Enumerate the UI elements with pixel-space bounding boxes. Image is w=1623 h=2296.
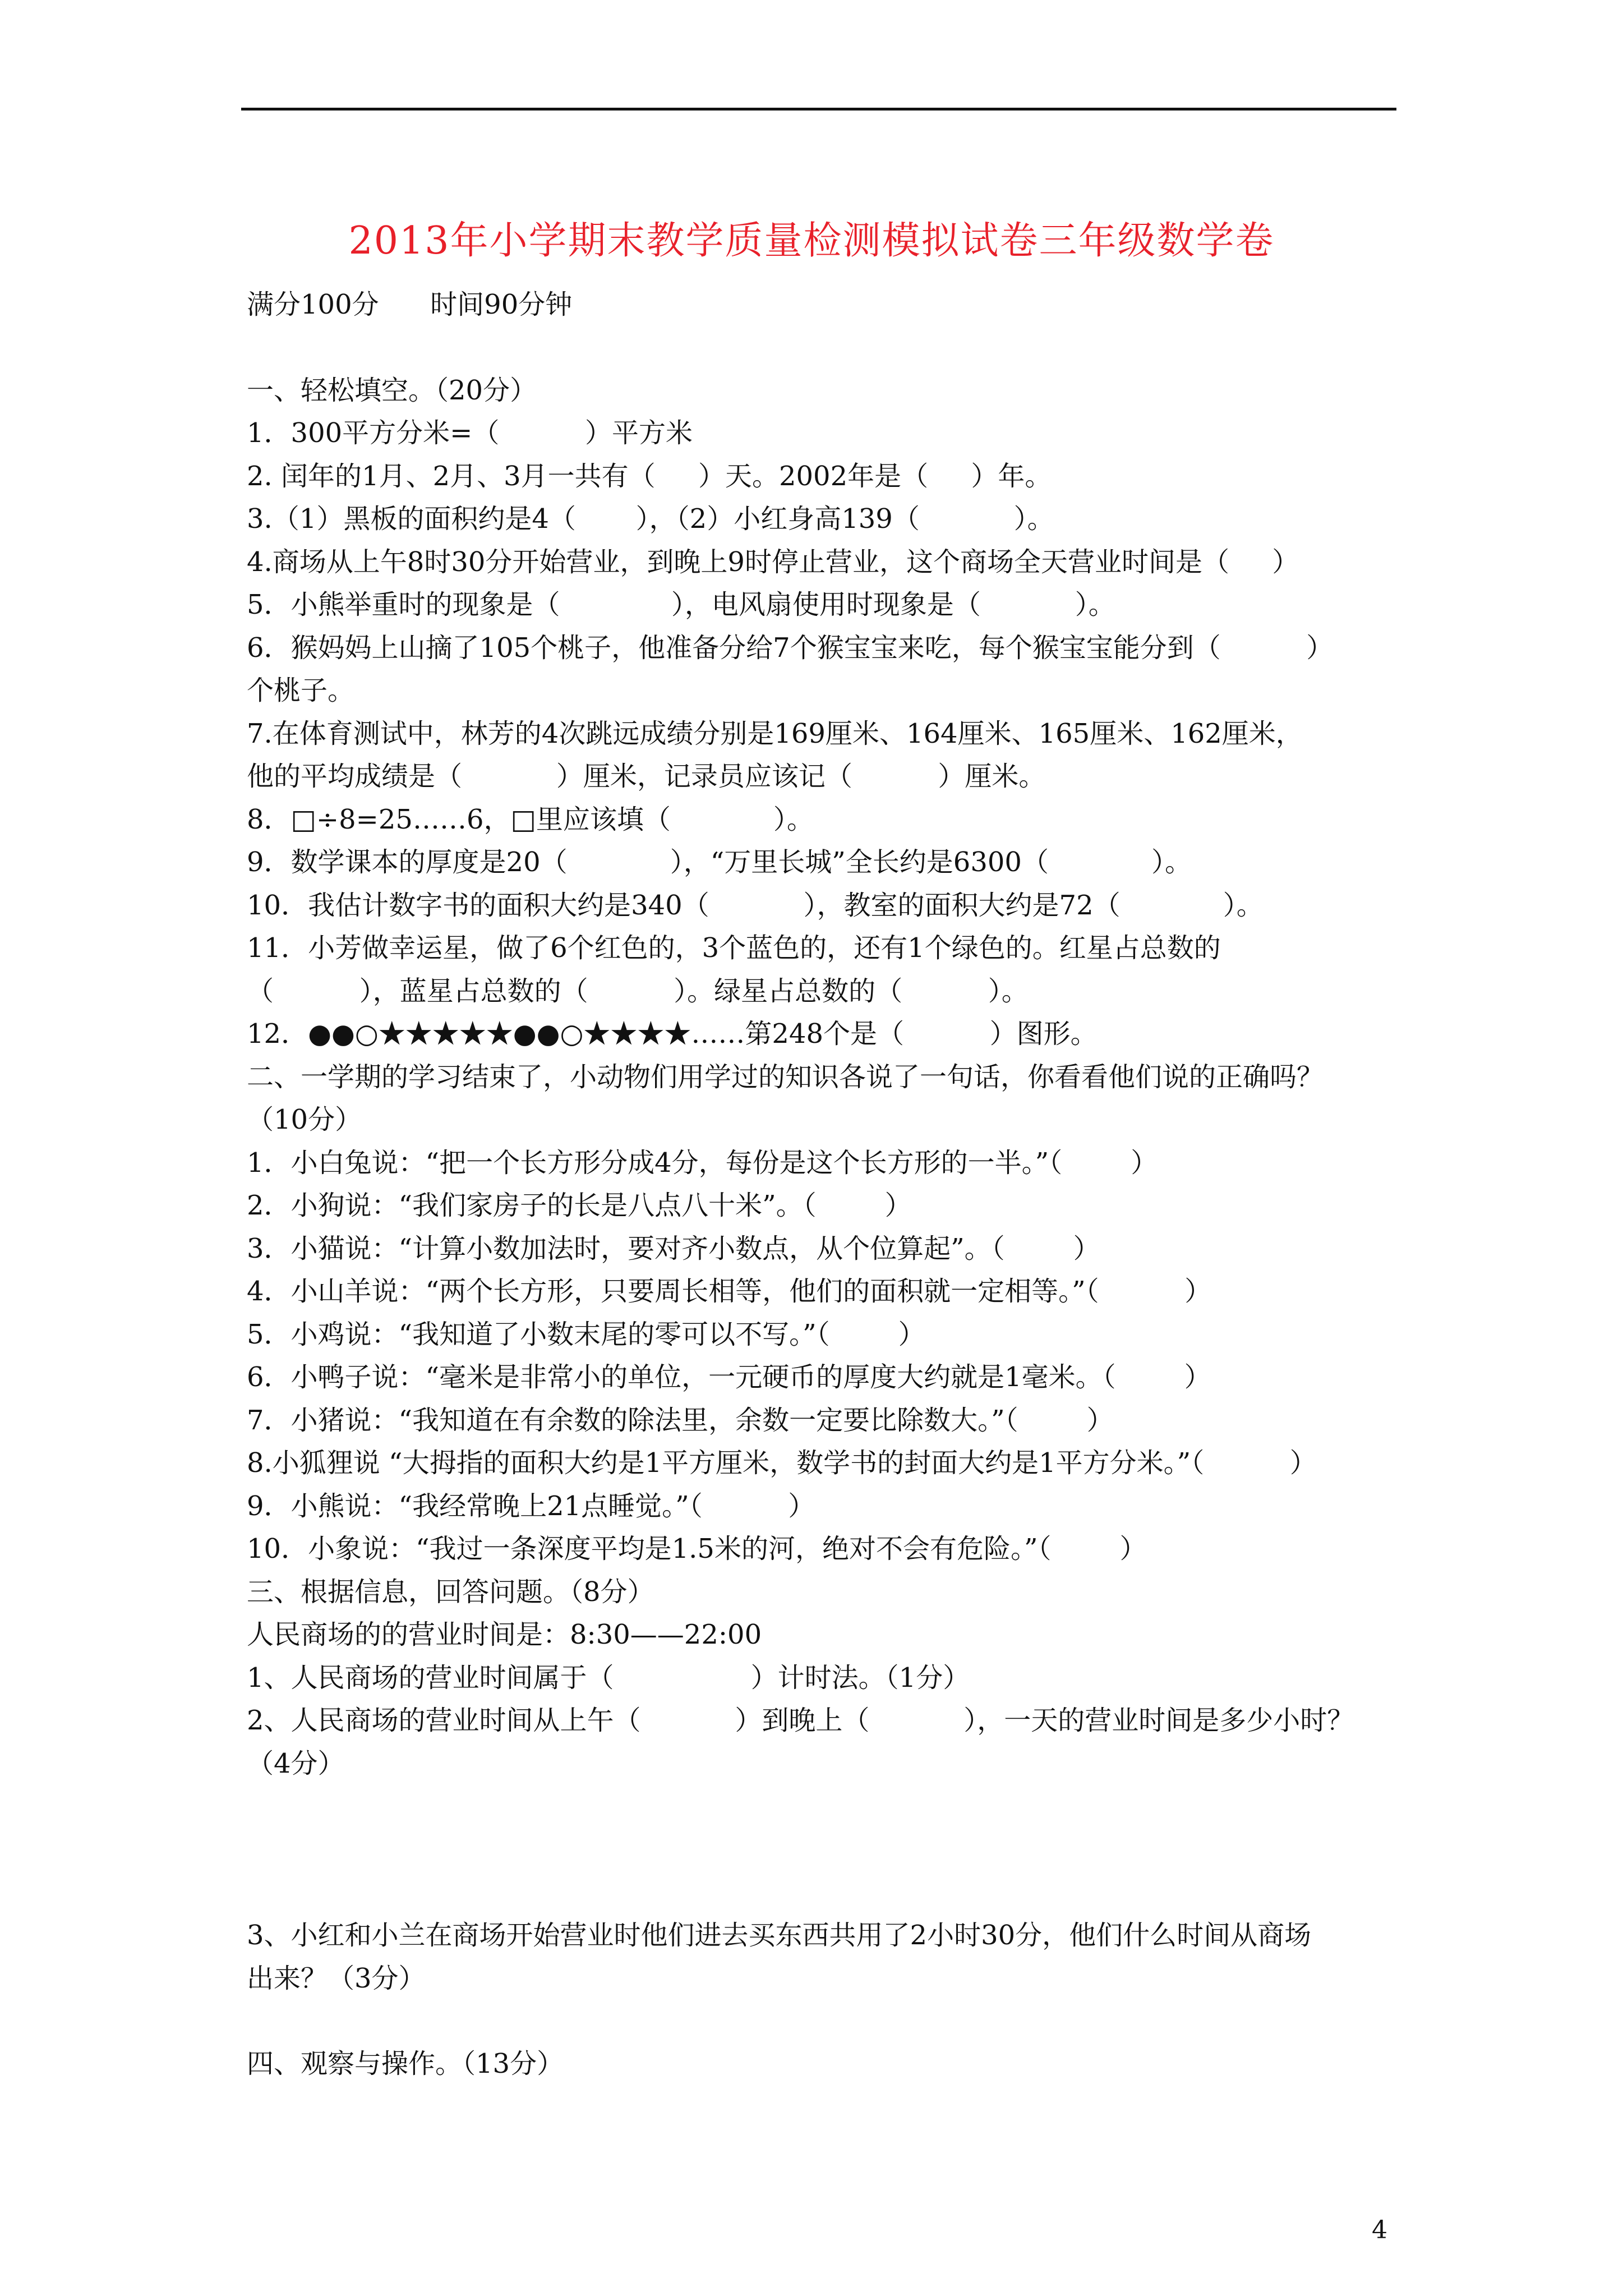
exam-title: 2013年小学期末教学质量检测模拟试卷三年级数学卷 bbox=[348, 219, 1275, 263]
answer-space bbox=[247, 1785, 1396, 1914]
info-line: 人民商场的的营业时间是：8:30——22:00 bbox=[247, 1619, 762, 1650]
question-line: 2、人民商场的营业时间从上午（ ）到晚上（ ），一天的营业时间是多少小时？ bbox=[247, 1705, 1354, 1736]
spacer bbox=[247, 326, 1396, 369]
question-line: 3．小猫说：“计算小数加法时，要对齐小数点，从个位算起”。（ ） bbox=[247, 1232, 1100, 1264]
section-3-heading: 三、根据信息，回答问题。（8分） bbox=[247, 1576, 654, 1608]
section-2-heading-cont: （10分） bbox=[247, 1104, 362, 1135]
question-line: 7.在体育测试中，林芳的4次跳远成绩分别是169厘米、164厘米、165厘米、162厘米， bbox=[247, 717, 1303, 749]
question-line: 他的平均成绩是（ ）厘米，记录员应该记（ ）厘米。 bbox=[247, 761, 1046, 792]
header-rule bbox=[241, 108, 1396, 111]
question-line: 出来？（3分） bbox=[247, 1962, 426, 1994]
exam-body bbox=[247, 283, 1396, 2086]
question-line: 12．●●○★★★★★●●○★★★★……第248个是（ ）图形。 bbox=[247, 1018, 1098, 1050]
question-line: 2．小狗说：“我们家房子的长是八点八十米”。（ ） bbox=[247, 1190, 912, 1221]
question-line: 5．小鸡说：“我知道了小数末尾的零可以不写。”（ ） bbox=[247, 1318, 925, 1350]
question-line: 10．我估计数字书的面积大约是340（ ），教室的面积大约是72（ ）。 bbox=[247, 889, 1264, 921]
question-line: 1．300平方分米=（ ）平方米 bbox=[247, 417, 693, 449]
question-line: 8.小狐狸说 “大拇指的面积大约是1平方厘米，数学书的封面大约是1平方分米。”（ ） bbox=[247, 1447, 1317, 1479]
section-4-heading: 四、观察与操作。（13分） bbox=[247, 2048, 564, 2079]
section-2-heading: 二、一学期的学习结束了，小动物们用学过的知识各说了一句话，你看看他们说的正确吗？ bbox=[247, 1061, 1324, 1093]
question-line: 7．小猪说：“我知道在有余数的除法里，余数一定要比除数大。”（ ） bbox=[247, 1404, 1114, 1436]
question-line: 1、人民商场的营业时间属于（ ）计时法。（1分） bbox=[247, 1662, 970, 1694]
question-line: 9．数学课本的厚度是20（ ），“万里长城”全长约是6300（ ）。 bbox=[247, 846, 1192, 878]
question-line: （4分） bbox=[247, 1747, 345, 1779]
question-line: 3.（1）黑板的面积约是4（ ），（2）小红身高139（ ）。 bbox=[247, 503, 1054, 535]
question-line: 6．小鸭子说：“毫米是非常小的单位，一元硬币的厚度大约就是1毫米。（ ） bbox=[247, 1361, 1211, 1393]
score-time-line: 满分100分 时间90分钟 bbox=[247, 289, 573, 320]
question-line: 3、小红和小兰在商场开始营业时他们进去买东西共用了2小时30分，他们什么时间从商场 bbox=[247, 1920, 1312, 1951]
question-line: 2. 闰年的1月、2月、3月一共有（ ）天。2002年是（ ）年。 bbox=[247, 460, 1052, 492]
question-line: 10．小象说：“我过一条深度平均是1.5米的河，绝对不会有危险。”（ ） bbox=[247, 1533, 1147, 1565]
question-line: 8．□÷8=25……6，□里应该填（ ）。 bbox=[247, 803, 814, 835]
spacer bbox=[247, 2000, 1396, 2042]
page-number: 4 bbox=[1372, 2216, 1387, 2244]
question-line: 个桃子。 bbox=[247, 675, 355, 706]
question-line: 11．小芳做幸运星，做了6个红色的，3个蓝色的，还有1个绿色的。红星占总数的 bbox=[247, 932, 1221, 964]
section-1-heading: 一、轻松填空。（20分） bbox=[247, 374, 537, 406]
question-line: 5．小熊举重时的现象是（ ），电风扇使用时现象是（ ）。 bbox=[247, 589, 1115, 620]
question-line: （ ），蓝星占总数的（ ）。绿星占总数的（ ）。 bbox=[247, 975, 1029, 1007]
question-line: 4．小山羊说：“两个长方形，只要周长相等，他们的面积就一定相等。”（ ） bbox=[247, 1276, 1212, 1307]
question-line: 1．小白兔说：“把一个长方形分成4分，每份是这个长方形的一半。”（ ） bbox=[247, 1147, 1158, 1179]
question-line: 6．猴妈妈上山摘了105个桃子，他准备分给7个猴宝宝来吃，每个猴宝宝能分到（ ） bbox=[247, 632, 1334, 664]
question-line: 4.商场从上午8时30分开始营业，到晚上9时停止营业，这个商场全天营业时间是（ ） bbox=[247, 546, 1299, 578]
question-line: 9．小熊说：“我经常晚上21点睡觉。”（ ） bbox=[247, 1490, 815, 1522]
